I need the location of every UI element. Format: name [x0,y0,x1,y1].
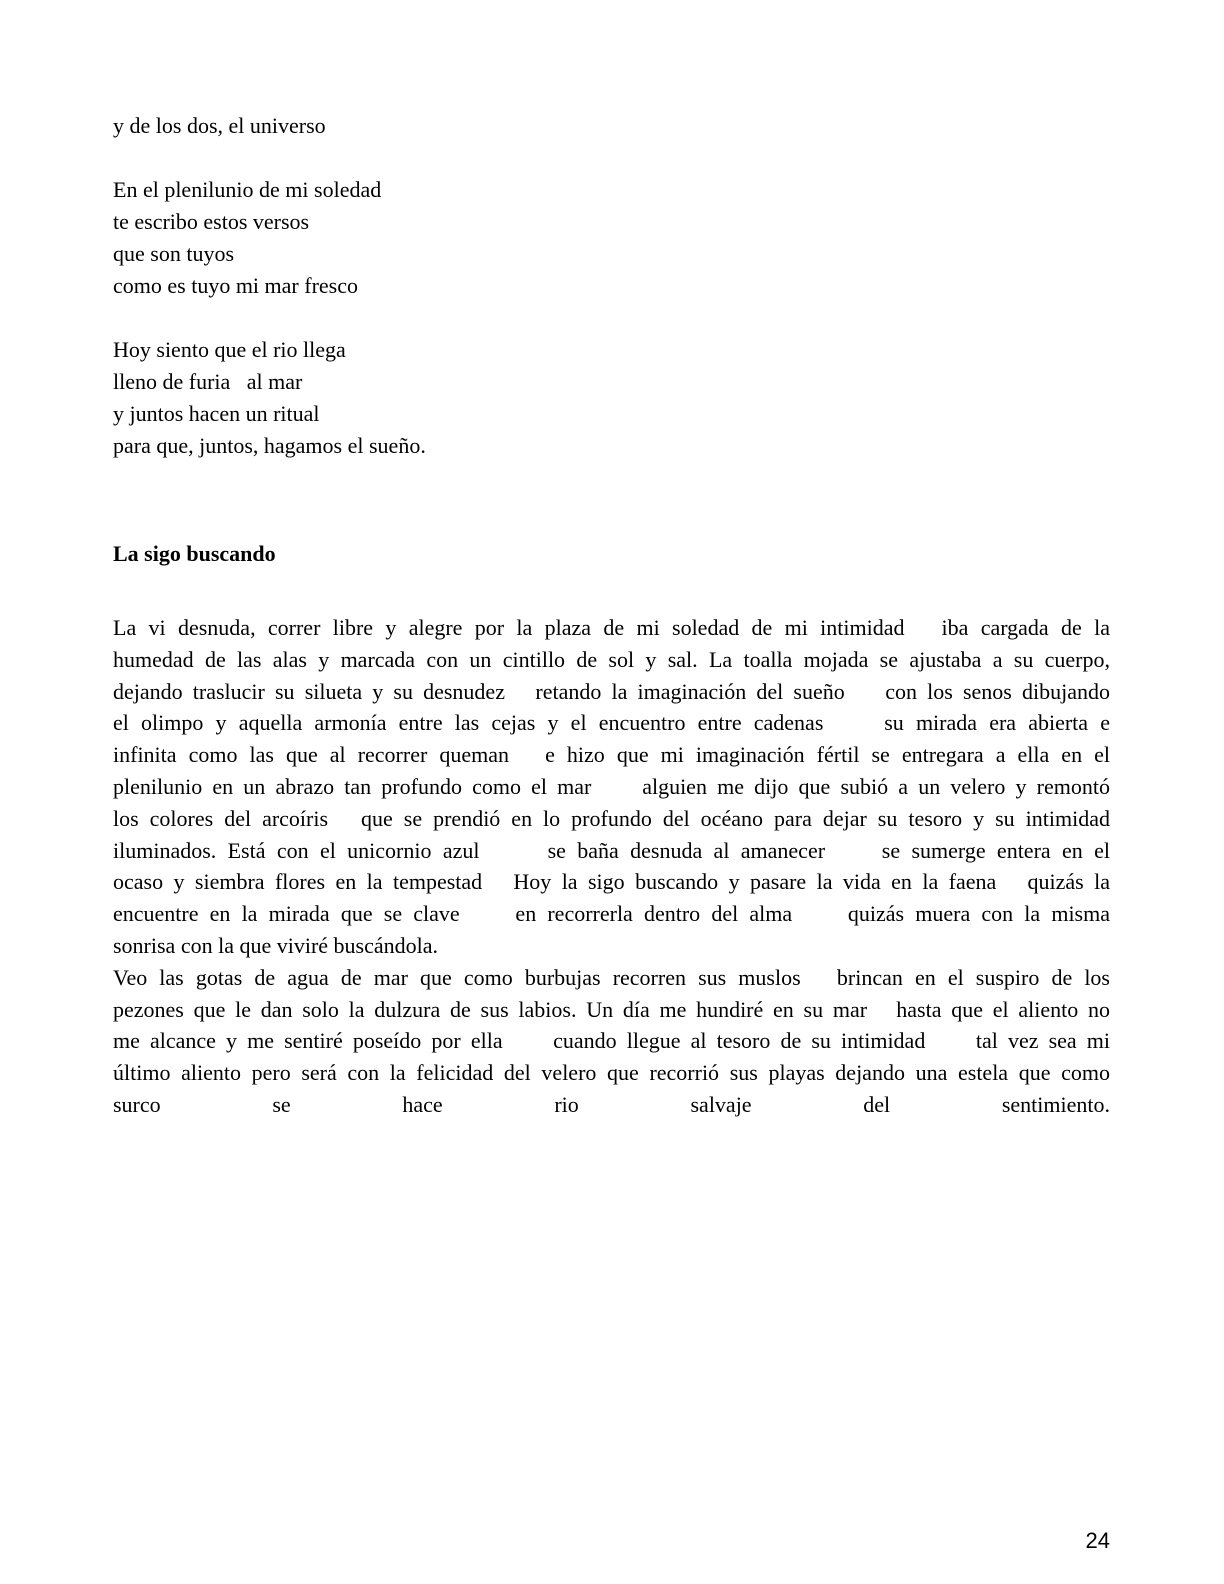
paragraph-line: plenilunio en un abrazo tan profundo como el mar alguien me dijo que subió a un velero y remontó [113,773,1110,799]
section-heading: La sigo buscando [113,541,276,566]
paragraph-line: encuentre en la mirada que se clave en recorrerla dentro del alma quizás muera con la misma [113,901,1110,927]
prose-paragraph-2 [113,962,1110,1121]
poem-line: lleno de furia al mar [113,369,303,394]
paragraph-line: infinita como las que al recorrer queman e hizo que mi imaginación fértil se entregara a ella en el [113,742,1110,768]
poem-line: que son tuyos [113,241,234,266]
paragraph-line: ocaso y siembra flores en la tempestad Hoy la sigo buscando y pasare la vida en la faena quizás la [113,869,1110,895]
paragraph-line: me alcance y me sentiré poseído por ella cuando llegue al tesoro de su intimidad tal vez sea mi [113,1028,1110,1054]
page-content [113,110,1110,1121]
paragraph-line: La vi desnuda, correr libre y alegre por la plaza de mi soledad de mi intimidad iba cargada de la [113,615,1110,640]
prose-paragraph-1 [113,612,1110,962]
paragraph-line: humedad de las alas y marcada con un cintillo de sol y sal. La toalla mojada se ajustaba a su cuerpo, [113,646,1110,672]
paragraph-line: surco se hace rio salvaje del sentimiento. [113,1091,1110,1117]
poem-line: para que, juntos, hagamos el sueño. [113,433,426,458]
poem-section [113,110,1110,462]
paragraph-line: el olimpo y aquella armonía entre las cejas y el encuentro entre cadenas su mirada era abierta e [113,710,1110,736]
poem-line: como es tuyo mi mar fresco [113,273,358,298]
poem-line: En el plenilunio de mi soledad [113,177,382,202]
paragraph-line: los colores del arcoíris que se prendió en lo profundo del océano para dejar su tesoro y su intimidad [113,805,1110,831]
poem-line [113,302,1110,334]
paragraph-line: Veo las gotas de agua de mar que como burbujas recorren sus muslos brincan en el suspiro de los [113,964,1110,990]
paragraph-line: último aliento pero será con la felicidad del velero que recorrió sus playas dejando una estela que como [113,1060,1110,1086]
paragraph-line: iluminados. Está con el unicornio azul se baña desnuda al amanecer se sumerge entera en el [113,837,1110,863]
poem-line: te escribo estos versos [113,209,310,234]
paragraph-line: sonrisa con la que viviré buscándola. [113,932,439,958]
paragraph-line: dejando traslucir su silueta y su desnudez retando la imaginación del sueño con los senos dibujando [113,678,1110,704]
paragraph-line: pezones que le dan solo la dulzura de sus labios. Un día me hundiré en su mar hasta que el aliento no [113,996,1110,1022]
poem-line: y de los dos, el universo [113,113,326,138]
poem-line: Hoy siento que el rio llega [113,337,346,362]
poem-line: y juntos hacen un ritual [113,401,320,426]
page-number: 24 [1085,1528,1110,1553]
poem-line [113,142,1110,174]
